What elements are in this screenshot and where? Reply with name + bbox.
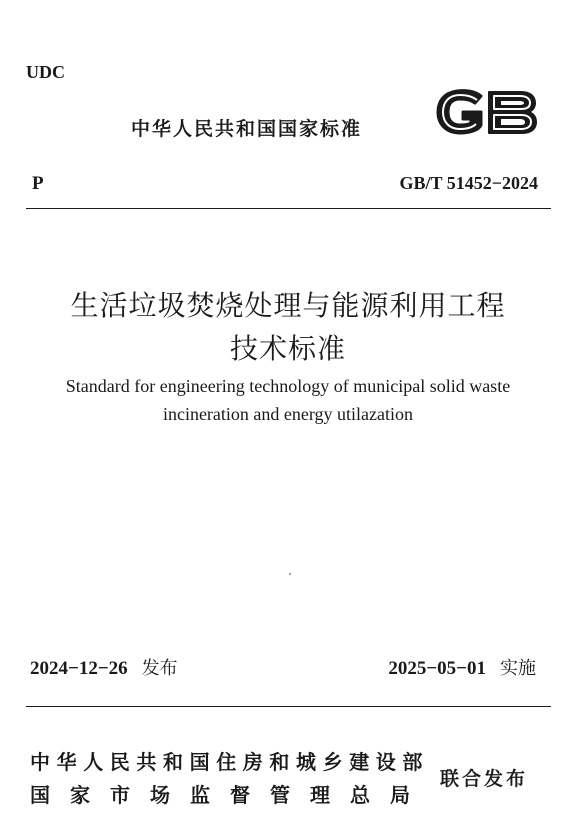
gb-logo [435, 88, 539, 136]
standard-code: GB/T 51452−2024 [399, 173, 538, 193]
title-en-line2: incineration and energy utilazation [162, 404, 414, 424]
issuer-line2: 国家市场监督管理总局 [30, 783, 430, 807]
issuer-line1: 中华人民共和国住房和城乡建设部 [30, 750, 429, 774]
title-en-line1: Standard for engineering technology of municipal solid waste [65, 376, 511, 396]
speck-mark [289, 573, 291, 575]
effective-info [388, 654, 536, 680]
effective-label: 实施 [500, 658, 536, 679]
top-divider [26, 208, 551, 209]
effective-date: 2025−05−01 [388, 658, 486, 679]
joint-issue-label: 联合发布 [440, 768, 529, 790]
publish-label: 发布 [141, 658, 178, 679]
publish-date: 2024−12−26 [30, 658, 128, 679]
publish-info [30, 654, 178, 680]
classification-letter: P [32, 173, 44, 194]
national-standard-heading: 中华人民共和国国家标准 [131, 118, 363, 140]
bottom-divider [26, 706, 551, 707]
udc-label: UDC [26, 62, 65, 82]
title-zh-line1: 生活垃圾焚烧处理与能源利用工程 [70, 289, 506, 322]
title-zh-line2: 技术标准 [229, 332, 346, 365]
